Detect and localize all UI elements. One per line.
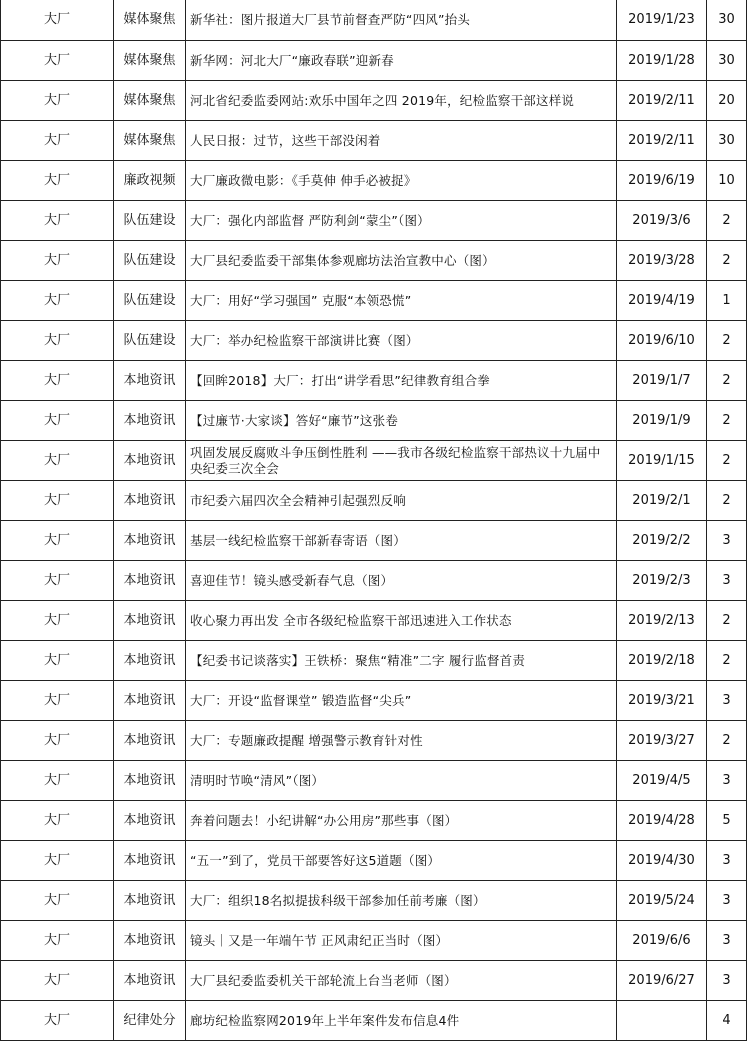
category-cell: 本地资讯 <box>114 561 186 601</box>
title-text: 巩固发展反腐败斗争压倒性胜利 ——我市各级纪检监察干部热议十九届中央纪委三次全会 <box>190 444 601 476</box>
title-cell <box>186 921 617 961</box>
county-cell: 大厂 <box>1 361 114 401</box>
table-row <box>1 601 747 641</box>
title-cell <box>186 881 617 921</box>
category-cell: 廉政视频 <box>114 161 186 201</box>
title-cell <box>186 201 617 241</box>
title-text: 新华网：河北大厂“廉政春联”迎新春 <box>190 52 394 68</box>
count-cell: 1 <box>707 281 747 321</box>
county-cell: 大厂 <box>1 1001 114 1041</box>
category-cell: 媒体聚焦 <box>114 0 186 41</box>
date-cell: 2019/4/5 <box>617 761 707 801</box>
table-row <box>1 481 747 521</box>
category-cell: 队伍建设 <box>114 281 186 321</box>
count-cell: 2 <box>707 721 747 761</box>
county-cell: 大厂 <box>1 961 114 1001</box>
title-text: 收心聚力再出发 全市各级纪检监察干部迅速进入工作状态 <box>190 612 512 628</box>
title-cell <box>186 361 617 401</box>
table-row <box>1 281 747 321</box>
county-cell: 大厂 <box>1 641 114 681</box>
date-cell: 2019/1/9 <box>617 401 707 441</box>
county-cell: 大厂 <box>1 521 114 561</box>
table-row <box>1 0 747 41</box>
table-row <box>1 401 747 441</box>
title-cell <box>186 321 617 361</box>
title-cell <box>186 521 617 561</box>
category-cell: 队伍建设 <box>114 201 186 241</box>
table-row <box>1 881 747 921</box>
category-cell: 媒体聚焦 <box>114 121 186 161</box>
count-cell: 3 <box>707 921 747 961</box>
count-cell: 3 <box>707 961 747 1001</box>
title-text: 河北省纪委监委网站:欢乐中国年之四 2019年，纪检监察干部这样说 <box>190 92 575 108</box>
table-row <box>1 761 747 801</box>
date-cell: 2019/2/11 <box>617 121 707 161</box>
category-cell: 本地资讯 <box>114 481 186 521</box>
title-cell <box>186 41 617 81</box>
title-cell <box>186 161 617 201</box>
title-text: 大厂：用好“学习强国” 克服“本领恐慌” <box>190 292 412 308</box>
table-row <box>1 361 747 401</box>
title-text: 奔着问题去！小纪讲解“办公用房”那些事（图） <box>190 812 458 828</box>
title-cell <box>186 601 617 641</box>
title-text: 大厂：专题廉政提醒 增强警示教育针对性 <box>190 732 423 748</box>
title-cell <box>186 1001 617 1041</box>
date-cell: 2019/3/21 <box>617 681 707 721</box>
count-cell: 5 <box>707 801 747 841</box>
title-cell <box>186 121 617 161</box>
county-cell: 大厂 <box>1 161 114 201</box>
title-cell <box>186 81 617 121</box>
table-row <box>1 161 747 201</box>
title-cell <box>186 961 617 1001</box>
county-cell: 大厂 <box>1 321 114 361</box>
title-text: 【过廉节·大家谈】答好“廉节”这张卷 <box>190 412 399 428</box>
title-cell <box>186 441 617 481</box>
count-cell: 2 <box>707 361 747 401</box>
table-row <box>1 321 747 361</box>
count-cell: 2 <box>707 481 747 521</box>
category-cell: 纪律处分 <box>114 1001 186 1041</box>
title-text: 大厂县纪委监委机关干部轮流上台当老师（图） <box>190 972 457 988</box>
date-cell: 2019/1/23 <box>617 0 707 41</box>
date-cell: 2019/6/27 <box>617 961 707 1001</box>
date-cell: 2019/6/6 <box>617 921 707 961</box>
county-cell: 大厂 <box>1 441 114 481</box>
category-cell: 本地资讯 <box>114 681 186 721</box>
count-cell: 4 <box>707 1001 747 1041</box>
county-cell: 大厂 <box>1 81 114 121</box>
title-text: 大厂：开设“监督课堂” 锻造监督“尖兵” <box>190 692 412 708</box>
title-cell <box>186 641 617 681</box>
category-cell: 本地资讯 <box>114 801 186 841</box>
title-text: 基层一线纪检监察干部新春寄语（图） <box>190 532 406 548</box>
date-cell: 2019/2/1 <box>617 481 707 521</box>
county-cell: 大厂 <box>1 841 114 881</box>
count-cell: 20 <box>707 81 747 121</box>
count-cell: 2 <box>707 441 747 481</box>
category-cell: 本地资讯 <box>114 521 186 561</box>
title-cell <box>186 801 617 841</box>
table-row <box>1 1001 747 1041</box>
county-cell: 大厂 <box>1 801 114 841</box>
date-cell: 2019/5/24 <box>617 881 707 921</box>
count-cell: 30 <box>707 0 747 41</box>
title-cell <box>186 401 617 441</box>
date-cell: 2019/2/2 <box>617 521 707 561</box>
title-cell <box>186 281 617 321</box>
title-text: 廊坊纪检监察网2019年上半年案件发布信息4件 <box>190 1012 460 1028</box>
county-cell: 大厂 <box>1 401 114 441</box>
table-row <box>1 681 747 721</box>
title-text: 【回眸2018】大厂：打出“讲学看思”纪律教育组合拳 <box>190 372 490 388</box>
count-cell: 30 <box>707 121 747 161</box>
title-text: “五一”到了，党员干部要答好这5道题（图） <box>190 852 441 868</box>
count-cell: 3 <box>707 881 747 921</box>
table-row <box>1 801 747 841</box>
title-text: 大厂廉政微电影：《手莫伸 伸手必被捉》 <box>190 172 417 188</box>
title-text: 镜头｜又是一年端午节 正风肃纪正当时（图） <box>190 932 449 948</box>
table-row <box>1 721 747 761</box>
county-cell: 大厂 <box>1 121 114 161</box>
title-cell <box>186 721 617 761</box>
count-cell: 2 <box>707 241 747 281</box>
county-cell: 大厂 <box>1 481 114 521</box>
date-cell: 2019/6/19 <box>617 161 707 201</box>
table-row <box>1 441 747 481</box>
county-cell: 大厂 <box>1 761 114 801</box>
title-cell <box>186 681 617 721</box>
category-cell: 本地资讯 <box>114 601 186 641</box>
county-cell: 大厂 <box>1 241 114 281</box>
county-cell: 大厂 <box>1 601 114 641</box>
title-text: 新华社：图片报道大厂县节前督查严防“四风”抬头 <box>190 12 471 27</box>
title-cell <box>186 0 617 41</box>
date-cell: 2019/3/6 <box>617 201 707 241</box>
title-text: 市纪委六届四次全会精神引起强烈反响 <box>190 492 406 508</box>
table-row <box>1 561 747 601</box>
table-row <box>1 81 747 121</box>
category-cell: 队伍建设 <box>114 321 186 361</box>
table-row <box>1 201 747 241</box>
category-cell: 媒体聚焦 <box>114 41 186 81</box>
county-cell: 大厂 <box>1 681 114 721</box>
date-cell: 2019/1/15 <box>617 441 707 481</box>
date-cell <box>617 1001 707 1041</box>
category-cell: 本地资讯 <box>114 961 186 1001</box>
count-cell: 3 <box>707 761 747 801</box>
count-cell: 3 <box>707 561 747 601</box>
count-cell: 2 <box>707 641 747 681</box>
county-cell: 大厂 <box>1 881 114 921</box>
title-cell <box>186 561 617 601</box>
title-cell <box>186 241 617 281</box>
category-cell: 本地资讯 <box>114 881 186 921</box>
title-text: 大厂：举办纪检监察干部演讲比赛（图） <box>190 332 419 348</box>
date-cell: 2019/2/18 <box>617 641 707 681</box>
category-cell: 媒体聚焦 <box>114 81 186 121</box>
table-row <box>1 841 747 881</box>
title-text: 【纪委书记谈落实】王铁桥：聚焦“精准”二字 履行监督首责 <box>190 652 526 668</box>
county-cell: 大厂 <box>1 0 114 41</box>
date-cell: 2019/6/10 <box>617 321 707 361</box>
category-cell: 本地资讯 <box>114 921 186 961</box>
date-cell: 2019/3/28 <box>617 241 707 281</box>
table-row <box>1 921 747 961</box>
category-cell: 本地资讯 <box>114 641 186 681</box>
count-cell: 10 <box>707 161 747 201</box>
title-cell <box>186 481 617 521</box>
title-text: 大厂县纪委监委干部集体参观廊坊法治宣教中心（图） <box>190 252 495 268</box>
category-cell: 本地资讯 <box>114 441 186 481</box>
title-text: 人民日报：过节，这些干部没闲着 <box>190 132 381 148</box>
count-cell: 3 <box>707 521 747 561</box>
table-row <box>1 121 747 161</box>
category-cell: 本地资讯 <box>114 721 186 761</box>
title-cell <box>186 761 617 801</box>
table-row <box>1 241 747 281</box>
count-cell: 3 <box>707 681 747 721</box>
category-cell: 本地资讯 <box>114 361 186 401</box>
category-cell: 队伍建设 <box>114 241 186 281</box>
date-cell: 2019/4/30 <box>617 841 707 881</box>
county-cell: 大厂 <box>1 41 114 81</box>
county-cell: 大厂 <box>1 561 114 601</box>
category-cell: 本地资讯 <box>114 761 186 801</box>
title-cell <box>186 841 617 881</box>
date-cell: 2019/4/19 <box>617 281 707 321</box>
count-cell: 2 <box>707 401 747 441</box>
news-table-body <box>1 0 747 1041</box>
date-cell: 2019/1/7 <box>617 361 707 401</box>
county-cell: 大厂 <box>1 201 114 241</box>
table-row <box>1 961 747 1001</box>
title-text: 喜迎佳节！镜头感受新春气息（图） <box>190 572 394 588</box>
count-cell: 3 <box>707 841 747 881</box>
county-cell: 大厂 <box>1 721 114 761</box>
count-cell: 2 <box>707 601 747 641</box>
count-cell: 30 <box>707 41 747 81</box>
date-cell: 2019/3/27 <box>617 721 707 761</box>
table-row <box>1 41 747 81</box>
date-cell: 2019/2/11 <box>617 81 707 121</box>
count-cell: 2 <box>707 321 747 361</box>
date-cell: 2019/2/13 <box>617 601 707 641</box>
count-cell: 2 <box>707 201 747 241</box>
title-text: 清明时节唤“清风”（图） <box>190 772 325 788</box>
table-row <box>1 641 747 681</box>
date-cell: 2019/1/28 <box>617 41 707 81</box>
title-text: 大厂：组织18名拟提拔科级干部参加任前考廉（图） <box>190 892 486 908</box>
date-cell: 2019/4/28 <box>617 801 707 841</box>
category-cell: 本地资讯 <box>114 401 186 441</box>
table-row <box>1 521 747 561</box>
title-text: 大厂：强化内部监督 严防利剑“蒙尘”（图） <box>190 212 430 228</box>
county-cell: 大厂 <box>1 281 114 321</box>
date-cell: 2019/2/3 <box>617 561 707 601</box>
category-cell: 本地资讯 <box>114 841 186 881</box>
county-cell: 大厂 <box>1 921 114 961</box>
